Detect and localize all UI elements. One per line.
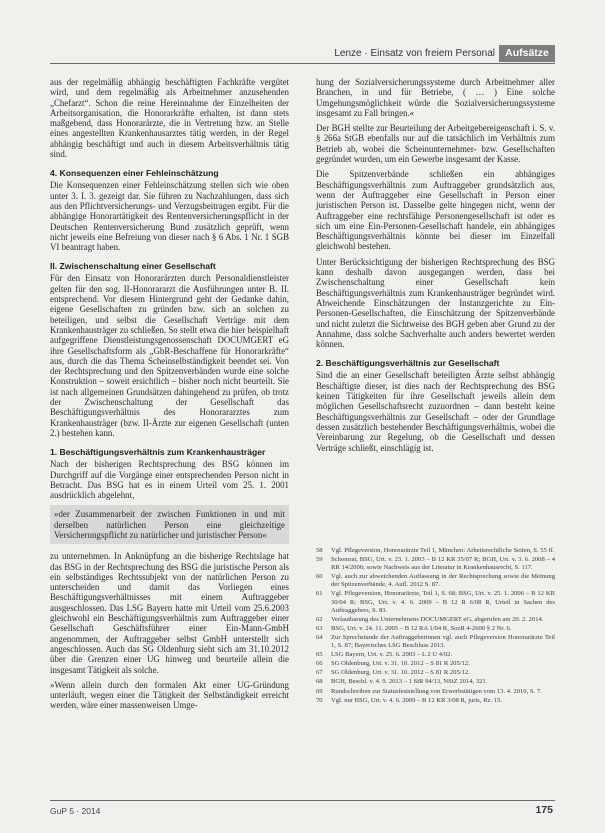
right-column xyxy=(316,77,555,458)
section-tab: Aufsätze xyxy=(499,45,555,62)
footnote xyxy=(316,651,555,659)
footnote xyxy=(316,660,555,668)
footnote-number: 60 xyxy=(316,573,323,581)
footnote xyxy=(316,678,555,686)
footnote xyxy=(316,590,555,614)
footnote-text: Vgl. auch zur abweichenden Auffassung in der Rechtsprechung sowie die Meinung der Spitzenverbände, 4. Aufl. 2012 S. 87. xyxy=(331,573,555,589)
footnote xyxy=(316,556,555,572)
section-heading: 2. Beschäftigungsverhältnis zur Gesellschaft xyxy=(316,358,500,369)
footnote-number: 68 xyxy=(316,678,323,686)
section-heading: 1. Beschäftigungsverhältnis zum Krankenhausträger xyxy=(50,447,266,458)
footnote-text: Zur Sprechstunde der Auftraggeberinnen vgl. auch Pflegeversion Honorarärzte Teil 1, S. 87; Bayerisches LSG Beschluss 2013. xyxy=(331,633,555,650)
header-rule xyxy=(50,63,555,64)
left-column xyxy=(50,77,289,716)
footnotes xyxy=(316,547,555,706)
footnote xyxy=(316,688,555,696)
footnote-text: LSG Bayern, Urt. v. 25. 6. 2003 – L 2 U 4/02. xyxy=(331,651,453,659)
running-head: Lenze · Einsatz von freiem Personal xyxy=(334,48,495,59)
footnote-number: 69 xyxy=(316,687,323,695)
footnote-text: SG Oldenburg, Urt. v. 31. 10. 2012 – S 81 R 205/12. xyxy=(331,660,470,668)
paragraph: Sind die an einer Gesellschaft beteiligten Ärzte selbst abhängig Beschäftigte dieser, ist dies nach der Rechtsprechung des BSG keinen Tätigkeiten für ihre Gesellschaft jeweils allein dem möglichen Gesellschaftsrecht zuzuordnen – dann besteht keine Beschäftigungsverhältnis zur Gesellschaft – oder der Grundlage dessen zusätzlich bestehender Beschäftigungsverhältnis, wobei die Vereinbarung zur Regelung, ob die Gesellschaft und dessen Verträge schließt, einschlägig ist. xyxy=(316,370,555,453)
pull-quote: »der Zusammenarbeit der zwischen Funktionen in und mit derselben natürlichen Person eine gleichzeitige Versicherungspflicht zu natürlicher und juristischer Person« xyxy=(50,505,289,544)
paragraph: zu unternehmen. In Anknüpfung an die bisherige Rechtslage hat das BSG in der Rechtsprechung des BSG die juristische Person als ein selbständiges Rechtssubjekt von der natürlichen Person zu unterscheiden und damit das Vorliegen eines Beschäftigungsverhältnisses mit einem Auftraggeber ausgeschlossen. Das LSG Bayern hatte mit Urteil vom 25.6.2003 gleichwohl ein Beschäftigungsverhältnis zum Auftraggeber einer Gesellschaft Geschäftsführer einer Ein-Mann-GmbH angenommen, der Auftraggeber selbst GmbH unterstellt sich angeschlossen. Auch das SG Oldenburg sieht sich am 31.10.2012 über die Grenzen einer UG hinweg und beurteile allein die insgesamt Tätigkeit als solche. xyxy=(50,551,289,675)
paragraph: Unter Berücksichtigung der bisherigen Rechtsprechung des BSG kann deshalb davon ausgegangen werden, dass bei Zwischenschaltung einer Gesellschaft kein Beschäftigungsverhältnis zum Krankenhausträger begründet wird. Abweichende Einschätzungen der Instanzgerichte zu Ein-Personen-Gesellschaften, die Einschätzung der Spitzenverbände und nicht zuletzt die Sichtweise des BGH geben aber Grund zu der Annahme, dass solche Sachverhalte auch anders bewertet werden können. xyxy=(316,256,555,350)
footnote-text: Vgl. Pflegeversion, Honorarärzte Teil 1, München: Arbeitsrechtliche Seiten, S. 55 ff. xyxy=(331,547,555,554)
footnote-number: 63 xyxy=(316,624,323,632)
paragraph: hung der Sozialversicherungssysteme durch Arbeitnehmer aller Branchen, in und für Betriebe, ( … ) Eine solche Umgehungsmöglichkeit würde die Sozialversicherungssysteme insgesamt zu Fall bringen.« xyxy=(316,77,555,118)
page-number: 175 xyxy=(535,804,553,816)
footnote-text: Schomrat, BSG, Urt. v. 23. 1. 2003 – B 12 KR 35/07 R; BGH, Urt. v. 3. 6. 2008 – 4 RR 14/2006; sowie Nachweis aus der Literatur in Krankenhausrecht, S. 117. xyxy=(331,556,555,572)
paragraph: Die Konsequenzen einer Fehleinschätzung stellen sich wie oben unter 3. I. 3. gezeigt dar. Sie führen zu Nachzahlungen, dass sich aus den Pflichtversicherungs- und Verzugsbeitragen ergibt. Für die abhängige Honorartätigkeit des Rentenversicherungspflicht in der Deutschen Rentenversicherung Bund zusätzlich geprüft, wenn nicht jeweils eine Befreiung von dieser nach § 6 Abs. 1 Nr. 1 SGB VI beantragt haben. xyxy=(50,180,289,253)
footnote-text: Vgl. nur BSG, Urt. v. 4. 6. 2009 – B 12 KR 3/08 R, juris, Rz. 15. xyxy=(331,696,503,704)
paragraph: Der BGH stellte zur Beurteilung der Arbeitgebereigenschaft i. S. v. § 266a StGB ebenfalls nur auf die tatsächlich im Verhältnis zum Betrieb ab, wobei die Scheinunternehmer- bzw. Gesellschaften gegründet wurden, um ein Gewerbe insgesamt der Kasse. xyxy=(316,123,555,165)
footer-rule xyxy=(50,800,555,801)
footnote-number: 70 xyxy=(316,696,323,704)
footnote-text: Rundschreiben zur Statusfeststellung von Erwerbstätigen vom 13. 4. 2010, S. 7. xyxy=(331,687,542,695)
section-heading: II. Zwischenschaltung einer Gesellschaft xyxy=(50,261,216,272)
footnote-text: BSG, Urt. v. 24. 11. 2005 – B 12 RA 1/04 R, SozR 4-2600 § 2 Nr. 6. xyxy=(331,624,512,632)
footnote xyxy=(316,634,555,650)
paragraph: aus der regelmäßig abhängig beschäftigten Fachkräfte vergütet wird, und dem regelmäßig als Arbeitnehmer anzusehenden „Chefarzt“. Schon die reine Hereinnahme der Einzelheiten der Arbeitsorganisation, die Honorarkräfte erhalten, ist dann stets maßgebend, dass Honorarärzte, die in Vertretung bzw. an Stelle eines angestellten Krankenhausarztes tätig werden, in der Regel abhängig beschäftigt und auch in diesem Arbeitsverhältnis tätig sind. xyxy=(50,77,289,160)
footnote-number: 62 xyxy=(316,615,323,623)
footnote-text: SG Oldenburg, Urt. v. 31. 10. 2012 – S 81 R 205/12. xyxy=(331,669,470,677)
paragraph: Die Spitzenverbände schließen ein abhängiges Beschäftigungsverhältnis zum Auftraggeber grundsätzlich aus, wenn der Auftraggeber eine Gesellschaft in Person einer juristischen Person ist. Dasselbe gelte hingegen nicht, wenn der Auftraggeber eine rechtsfähige Personengesellschaft ist oder es sich um eine Ein-Personen-Gesellschaft handele, ein abhängiges Beschäftigungsverhältnis könnte bei dieser im Einzelfall gleichwohl bestehen. xyxy=(316,169,555,252)
footnote-number: 61 xyxy=(316,590,323,598)
journal-issue: GuP 5 · 2014 xyxy=(50,806,101,816)
footnote-number: 58 xyxy=(316,547,323,554)
footnote xyxy=(316,547,555,555)
footnote xyxy=(316,669,555,677)
footnote-number: 59 xyxy=(316,556,323,564)
footnote-text: BGH, Beschl. v. 4. 9. 2013 – 1 StR 94/13, NStZ 2014, 321. xyxy=(331,678,488,686)
footnote-number: 65 xyxy=(316,651,323,659)
footnote-number: 66 xyxy=(316,660,323,668)
footnote-number: 67 xyxy=(316,669,323,677)
footnote xyxy=(316,616,555,624)
paragraph: Nach der bisherigen Rechtsprechung des BSG können im Durchgriff auf die Vorgänge einer entsprechenden Person nicht in Betracht. Das BSG hat es in einem Urteil vom 25. 1. 2001 ausdrücklich abgelehnt, xyxy=(50,459,289,501)
section-heading: 4. Konsequenzen einer Fehleinschätzung xyxy=(50,168,219,179)
footnote xyxy=(316,625,555,633)
footnote xyxy=(316,573,555,589)
footnote-number: 64 xyxy=(316,633,323,641)
paragraph: Für den Einsatz von Honorarärzten durch Personaldienstleister gelten für den sog. II-Honorararzt die Ausführungen unter B. II. entsprechend. Vor diesem Hintergrund geht der Gedanke dahin, eigene Gesellschaften zu gründen bzw. sich an solchen zu beteiligen, und selbst die Gesellschaft Verträge mit dem Krankenhausträger zu schließen. So stellt etwa die hier beispielhaft aufgegriffene Dienstleistungsgenossenschaft DOCUMGERT eG ihre Gesellschaftsform als „GbR-Beschaffene für Honorarkräfte“ aus, durch die das Thema Scheinselbständigkeit beendet sei. Von der Rechtsprechung und den Spitzenverbänden wurde eine solche Konstruktion – soweit ersichtlich – bisher noch nicht beurteilt. Sie ist nach allgemeinen Grundsätzen dahingehend zu prüfen, ob trotz der Zwischenschaltung der Gesellschaft das Beschäftigungsverhältnis des Honorararztes zum Krankenhausträger (bzw. II-Ärzte zur eigenen Gesellschaft (unten 2.) bestehen kann. xyxy=(50,273,289,438)
footnote-text: Verlautbarung des Unternehmens DOCUMGERT eG, abgerufen am 20. 2. 2014. xyxy=(331,615,544,623)
footnote-text: Vgl. Pflegeversion, Honorarärzte, Teil 1, S. 68; BSG, Urt. v. 25. 1. 2006 – B 12 KR 30/04 R; BSG, Urt. v. 4. 6. 2009 – B 12 R 6/08 R, Urteil in Sachen des Auftraggebers, S. 83. xyxy=(331,590,555,614)
footnote xyxy=(316,697,555,705)
paragraph: »Wenn allein durch den formalen Akt einer UG-Gründung unterläuft, wegen einer die Tätigkeit der Selbständigkeit erreicht werden, wäre einer massenweisen Umge- xyxy=(50,679,289,711)
